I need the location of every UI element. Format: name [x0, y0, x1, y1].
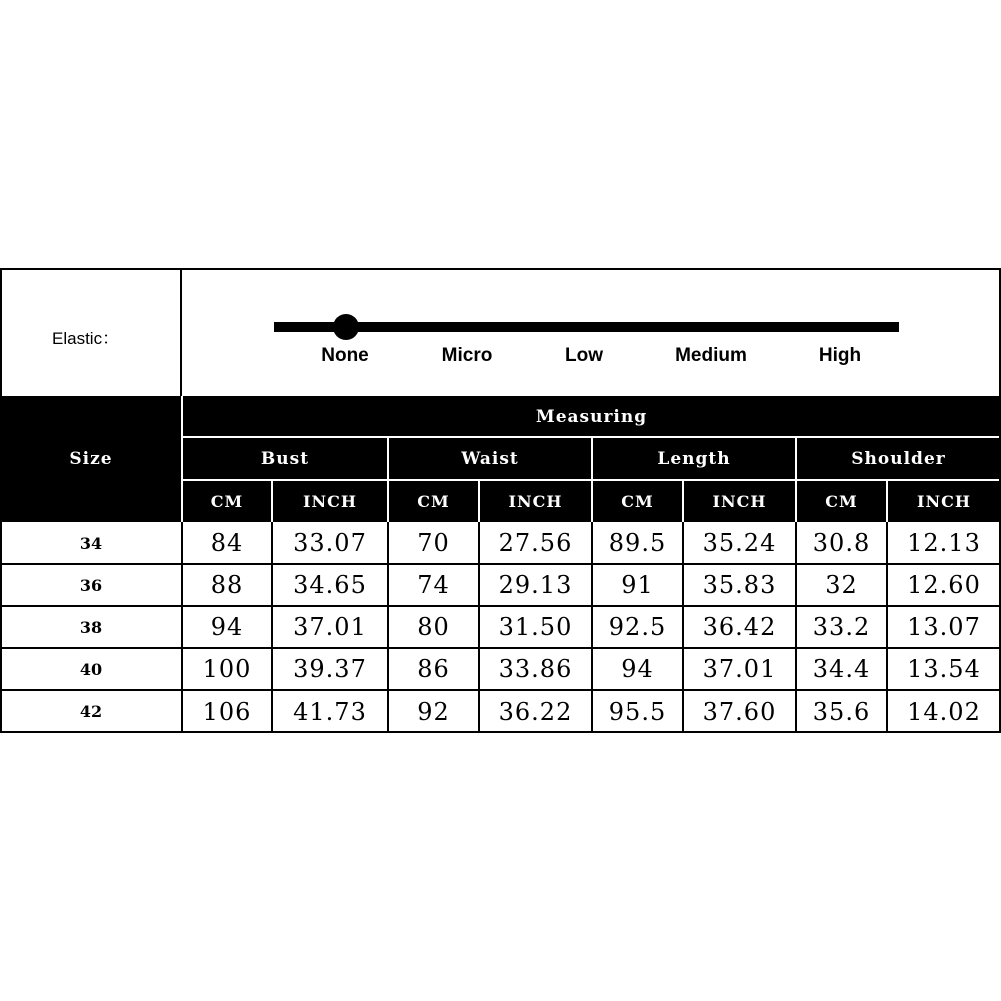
measurement-value: 33.07	[293, 529, 367, 557]
measurement-value: 33.2	[812, 613, 871, 641]
measurement-value: 34.65	[293, 571, 367, 599]
measurement-value: 14.02	[907, 697, 981, 726]
measurement-value: 37.60	[702, 697, 777, 726]
elastic-level-none: None	[321, 345, 369, 366]
measurement-value: 34.4	[812, 655, 871, 683]
row-divider	[0, 605, 1001, 607]
elastic-label-cell	[0, 268, 182, 396]
unit-header-bust-cm: CM	[182, 480, 272, 522]
measurement-value: 94	[621, 655, 654, 683]
measurement-value: 92	[417, 697, 450, 726]
row-divider	[0, 689, 1001, 691]
column-divider	[591, 522, 593, 733]
measurement-value: 106	[202, 697, 252, 726]
unit-header-waist-inch: INCH	[479, 480, 592, 522]
row-divider	[0, 563, 1001, 565]
column-divider	[387, 522, 389, 733]
elastic-scale-indicator	[333, 314, 359, 340]
header-line	[478, 480, 480, 522]
measurement-value: 33.86	[498, 655, 573, 683]
elastic-level-medium: Medium	[675, 345, 747, 366]
unit-header-waist-cm: CM	[388, 480, 479, 522]
elastic-scale	[182, 268, 1001, 396]
column-divider	[795, 522, 797, 733]
column-divider	[181, 522, 183, 733]
measurement-value: 35.24	[702, 529, 777, 557]
column-divider	[478, 522, 480, 733]
measurement-value: 95.5	[608, 697, 667, 726]
row-divider	[0, 647, 1001, 649]
measurement-value: 100	[202, 655, 252, 683]
column-divider	[271, 522, 273, 733]
measurement-value: 70	[417, 529, 450, 557]
measurement-value: 84	[210, 529, 244, 557]
measurement-value: 39.37	[293, 655, 367, 683]
measurement-value: 41.73	[293, 697, 367, 726]
elastic-level-micro: Micro	[441, 345, 493, 366]
measurement-value: 13.07	[907, 613, 981, 641]
measurement-value: 36.22	[498, 697, 573, 726]
size-value: 40	[79, 659, 103, 679]
measurement-value: 80	[417, 613, 450, 641]
unit-header-bust-inch: INCH	[272, 480, 388, 522]
measurement-value: 94	[210, 613, 244, 641]
unit-header-length-inch: INCH	[683, 480, 796, 522]
header-line	[795, 437, 797, 522]
measurement-value: 29.13	[498, 571, 573, 599]
measurement-value: 37.01	[293, 613, 367, 641]
measurement-value: 31.50	[498, 613, 573, 641]
header-line	[591, 437, 593, 522]
size-value: 38	[79, 617, 103, 637]
measurement-value: 92.5	[608, 613, 667, 641]
measurement-value: 12.13	[907, 529, 981, 557]
column-divider	[682, 522, 684, 733]
measure-header-bust: Bust	[182, 437, 388, 480]
measurement-value: 74	[417, 571, 450, 599]
elastic-label: Elastic：	[52, 329, 120, 348]
measurement-value: 35.83	[702, 571, 777, 599]
measurement-value: 37.01	[702, 655, 777, 683]
measurement-value: 12.60	[907, 571, 981, 599]
size-value: 36	[79, 575, 103, 595]
measurement-value: 88	[210, 571, 244, 599]
header-line	[271, 480, 273, 522]
measurement-value: 86	[417, 655, 450, 683]
measurement-value: 27.56	[498, 529, 573, 557]
header-line	[886, 480, 888, 522]
measuring-header: Measuring	[182, 396, 1001, 437]
measurement-value: 32	[825, 571, 858, 599]
measure-header-waist: Waist	[388, 437, 592, 480]
elastic-level-high: High	[818, 345, 862, 366]
size-header: Size	[0, 396, 182, 522]
unit-header-shoulder-inch: INCH	[887, 480, 1001, 522]
measurement-value: 36.42	[702, 613, 777, 641]
measurement-value: 30.8	[812, 529, 871, 557]
measurement-value: 91	[621, 571, 654, 599]
measurement-value: 35.6	[812, 697, 871, 726]
size-value: 34	[79, 533, 103, 553]
measure-header-shoulder: Shoulder	[796, 437, 1001, 480]
elastic-scale-bar	[274, 322, 899, 332]
column-divider	[886, 522, 888, 733]
measurement-value: 13.54	[907, 655, 981, 683]
header-line	[181, 396, 183, 522]
measure-header-length: Length	[592, 437, 796, 480]
header-line	[682, 480, 684, 522]
size-chart	[0, 268, 1001, 733]
unit-header-shoulder-cm: CM	[796, 480, 887, 522]
unit-header-length-cm: CM	[592, 480, 683, 522]
size-table-body	[0, 522, 1001, 733]
header-line	[387, 437, 389, 522]
elastic-level-low: Low	[565, 345, 603, 366]
measurement-value: 89.5	[608, 529, 667, 557]
size-value: 42	[79, 702, 103, 721]
